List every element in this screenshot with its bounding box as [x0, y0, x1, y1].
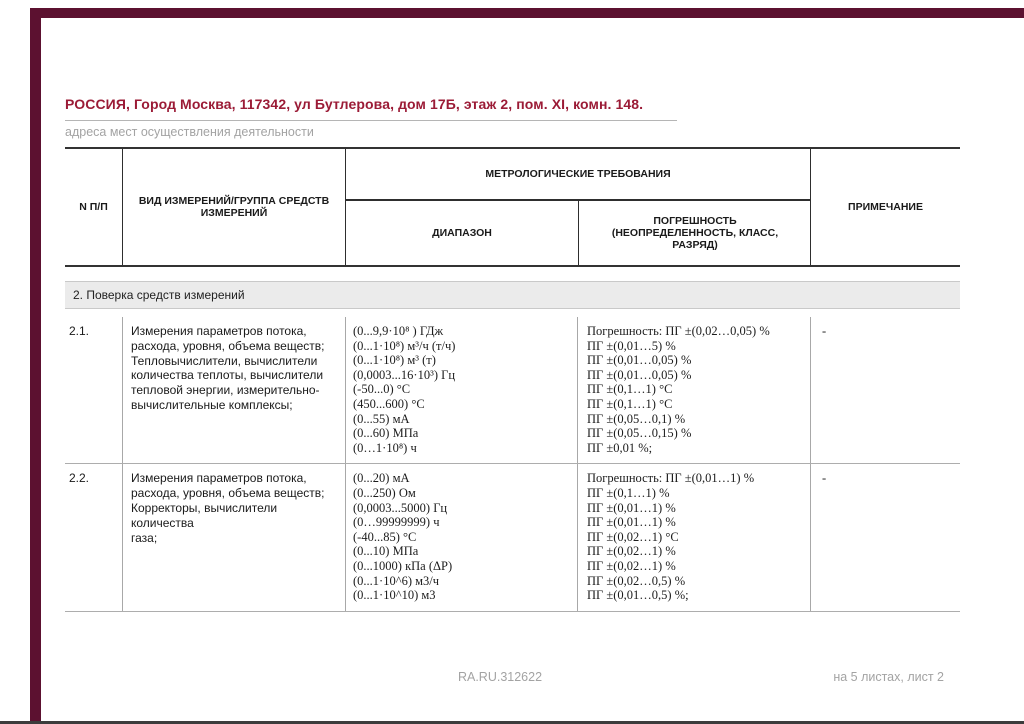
column-header-kind: ВИД ИЗМЕРЕНИЙ/ГРУППА СРЕДСТВ ИЗМЕРЕНИЙ — [122, 149, 345, 265]
column-header-note: ПРИМЕЧАНИЕ — [810, 149, 960, 265]
column-header-metrology: МЕТРОЛОГИЧЕСКИЕ ТРЕБОВАНИЯ — [485, 168, 671, 180]
column-header-range: ДИАПАЗОН — [432, 227, 492, 239]
row-measurement-kind: Измерения параметров потока, расхода, уровня, объема веществ; Корректоры, вычислители количества газа; — [122, 464, 345, 610]
column-header-error: ПОГРЕШНОСТЬ (НЕОПРЕДЕЛЕННОСТЬ, КЛАСС, РАЗРЯД) — [578, 201, 811, 265]
metrology-table — [65, 147, 960, 612]
row-note: - — [810, 317, 960, 463]
metrology-subheaders — [346, 201, 810, 265]
page-border-top — [30, 8, 1024, 18]
table-header-row — [65, 147, 960, 267]
row-error-values: Погрешность: ПГ ±(0,02…0,05) % ПГ ±(0,01…5) % ПГ ±(0,01…0,05) % ПГ ±(0,01…0,05) % ПГ ±(0,1…1) °С ПГ ±(0,1…1) °С ПГ ±(0,05…0,1) % ПГ ±(0,05…0,15) % ПГ ±0,01 %; — [577, 317, 810, 463]
column-header-num: N П/П — [79, 201, 108, 213]
footer-registry-number: RA.RU.312622 — [457, 670, 543, 684]
row-note: - — [810, 464, 960, 610]
section-header: 2. Поверка средств измерений — [65, 281, 960, 309]
row-error-values: Погрешность: ПГ ±(0,01…1) % ПГ ±(0,1…1) % ПГ ±(0,01…1) % ПГ ±(0,01…1) % ПГ ±(0,02…1) °С ПГ ±(0,02…1) % ПГ ±(0,02…1) % ПГ ±(0,02…0,5) % ПГ ±(0,01…0,5) %; — [577, 464, 810, 610]
row-range-values: (0...20) мА (0...250) Ом (0,0003...5000) Гц (0…99999999) ч (-40...85) °С (0...10) МПа (0...1000) кПа (ΔР) (0...1·10^6) м3/ч (0...1·10^10) м3 — [345, 464, 577, 610]
footer-page-info: на 5 листах, лист 2 — [833, 670, 944, 684]
page-border-left — [30, 8, 41, 724]
row-range-values: (0...9,9·10⁸ ) ГДж (0...1·10⁸) м³/ч (т/ч) (0...1·10⁸) м³ (т) (0,0003...16·10³) Гц (-50...0) °С (450...600) °С (0...55) мА (0...60) МПа (0…1·10⁸) ч — [345, 317, 577, 463]
title-underline — [65, 120, 677, 121]
row-measurement-kind: Измерения параметров потока, расхода, уровня, объема веществ; Тепловычислители, вычислители количества теплоты, вычислители тепловой энергии, измерительно- вычислительные комплексы; — [122, 317, 345, 463]
address-caption: адреса мест осуществления деятельности — [65, 125, 314, 139]
table-row — [65, 464, 960, 611]
row-num: 2.2. — [69, 471, 90, 486]
address-title: РОССИЯ, Город Москва, 117342, ул Бутлерова, дом 17Б, этаж 2, пом. XI, комн. 148. — [65, 96, 644, 112]
table-row — [65, 317, 960, 464]
column-group-metrology — [345, 149, 810, 265]
row-num: 2.1. — [69, 324, 90, 338]
